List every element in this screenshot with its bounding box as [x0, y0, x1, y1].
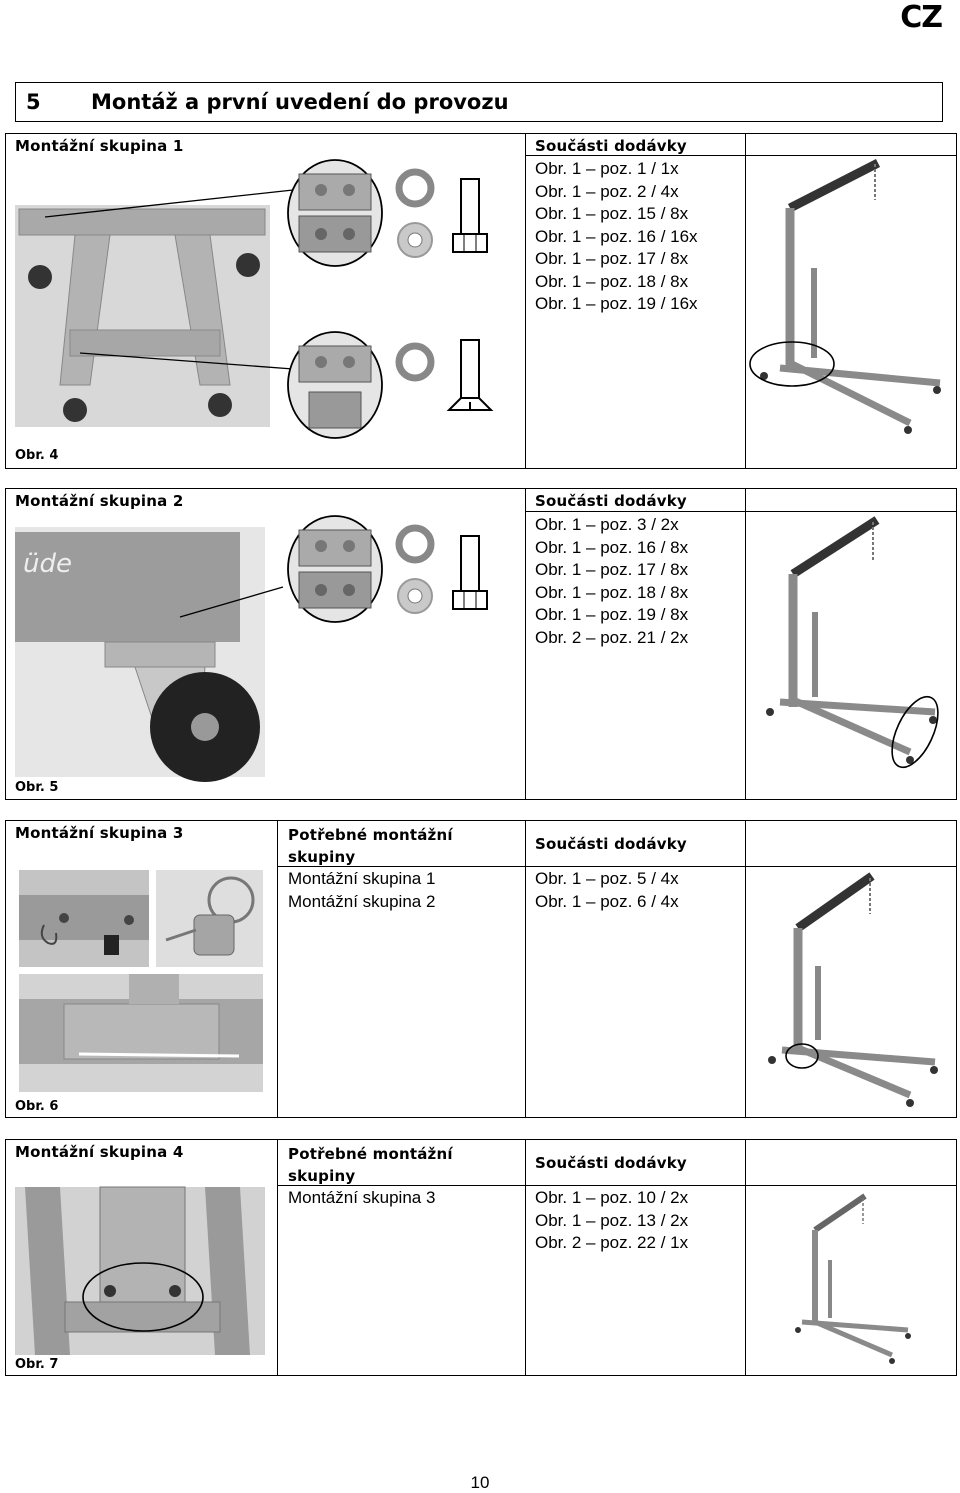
required-group-line: Montážní skupina 1: [288, 869, 436, 888]
part-line: Obr. 1 – poz. 2 / 4x: [535, 181, 679, 201]
pin-assembly-photo: [19, 870, 149, 967]
group3-bottom-border: [5, 1117, 957, 1118]
washer-icons: [395, 526, 440, 621]
section-title: Montáž a první uvedení do provozu: [91, 90, 509, 114]
part-line: Obr. 1 – poz. 13 / 2x: [535, 1210, 689, 1230]
figure-label-obr5: Obr. 5: [15, 780, 59, 795]
part-line: Obr. 1 – poz. 19 / 8x: [535, 605, 689, 624]
caster-wheel-photo: [15, 527, 265, 777]
hex-bolt-detail-circle: [285, 514, 385, 624]
group3-required-list: [288, 868, 435, 913]
group1-col-divider: [525, 133, 526, 468]
group2-left-border: [5, 488, 6, 799]
hex-bolt-icon: [450, 176, 490, 256]
group2-right-border: [956, 488, 957, 799]
part-line: Obr. 2 – poz. 21 / 2x: [535, 627, 689, 647]
part-line: Obr. 1 – poz. 1 / 1x: [535, 159, 679, 178]
hex-bolt-icon: [450, 533, 490, 613]
part-line: Obr. 1 – poz. 3 / 2x: [535, 515, 679, 534]
group4-col-divider: [277, 1139, 278, 1375]
photo-brand-text: üde: [23, 549, 72, 579]
part-line: Obr. 1 – poz. 17 / 8x: [535, 249, 689, 268]
group1-title: Montážní skupina 1: [15, 137, 184, 155]
group3-col-divider-3: [745, 820, 746, 1117]
figure-label-obr6: Obr. 6: [15, 1099, 59, 1114]
group1-bottom-border: [5, 468, 957, 469]
crane-illustration: [750, 158, 950, 438]
washer-icons: [395, 170, 440, 265]
group2-top-border: [5, 488, 957, 489]
section-number: 5: [26, 90, 41, 114]
group3-top-border: [5, 820, 957, 821]
group4-required-list: [288, 1187, 435, 1210]
group2-col-divider: [525, 488, 526, 799]
group3-parts-list: [535, 868, 679, 913]
mast-base-photo: [15, 1187, 265, 1355]
group4-parts-list: [535, 1187, 688, 1255]
hex-bolt-detail-circle: [285, 158, 385, 268]
group3-parts-header: Součásti dodávky: [535, 835, 687, 853]
crane-illustration: [790, 1190, 920, 1365]
group3-left-border: [5, 820, 6, 1117]
group1-header-divider: [525, 155, 957, 156]
group1-parts-list: [535, 158, 698, 316]
part-line: Obr. 1 – poz. 18 / 8x: [535, 582, 689, 602]
countersunk-bolt-detail-circle: [285, 330, 385, 440]
group3-required-header: Potřebné montážní skupiny: [288, 826, 453, 866]
group4-col-divider-2: [525, 1139, 526, 1375]
group4-left-border: [5, 1139, 6, 1375]
crane-illustration: [760, 870, 950, 1110]
group3-right-border: [956, 820, 957, 1117]
part-line: Obr. 1 – poz. 15 / 8x: [535, 204, 689, 223]
part-line: Obr. 1 – poz. 10 / 2x: [535, 1188, 689, 1207]
leg-insert-photo: [19, 974, 263, 1092]
group1-col-divider-2: [745, 133, 746, 468]
figure-label-obr7: Obr. 7: [15, 1357, 59, 1372]
group4-title: Montážní skupina 4: [15, 1143, 184, 1161]
part-line: Obr. 1 – poz. 18 / 8x: [535, 271, 689, 291]
group4-parts-header: Součásti dodávky: [535, 1154, 687, 1172]
group3-col-divider: [277, 820, 278, 1117]
group2-col-divider-2: [745, 488, 746, 799]
group1-top-border: [5, 133, 957, 134]
group4-bottom-border: [5, 1375, 957, 1376]
required-group-line: Montážní skupina 3: [288, 1188, 436, 1207]
group2-parts-list: [535, 514, 688, 649]
group1-right-border: [956, 133, 957, 468]
figure-label-obr4: Obr. 4: [15, 448, 59, 463]
page-number: 10: [470, 1473, 490, 1492]
part-line: Obr. 1 – poz. 16 / 16x: [535, 226, 698, 246]
group3-title: Montážní skupina 3: [15, 824, 184, 842]
group4-top-border: [5, 1139, 957, 1140]
group4-required-header: Potřebné montážní skupiny: [288, 1145, 453, 1185]
part-line: Obr. 1 – poz. 17 / 8x: [535, 560, 689, 579]
group2-parts-header: Součásti dodávky: [535, 492, 687, 510]
safety-pin-photo: [156, 870, 263, 967]
group4-col-divider-3: [745, 1139, 746, 1375]
group1-parts-header: Součásti dodávky: [535, 137, 687, 155]
required-group-line: Montážní skupina 2: [288, 891, 436, 911]
crane-illustration: [755, 512, 950, 774]
language-code: CZ: [900, 0, 942, 35]
washer-icon: [395, 342, 440, 387]
part-line: Obr. 1 – poz. 19 / 16x: [535, 294, 698, 313]
part-line: Obr. 1 – poz. 6 / 4x: [535, 891, 679, 911]
countersunk-bolt-icon: [445, 336, 495, 416]
part-line: Obr. 1 – poz. 16 / 8x: [535, 537, 689, 557]
group3-col-divider-2: [525, 820, 526, 1117]
group4-right-border: [956, 1139, 957, 1375]
group1-left-border: [5, 133, 6, 468]
section-header: [15, 82, 943, 122]
part-line: Obr. 2 – poz. 22 / 1x: [535, 1233, 689, 1252]
group2-title: Montážní skupina 2: [15, 492, 184, 510]
base-frame-photo: [15, 205, 270, 427]
group2-bottom-border: [5, 799, 957, 800]
part-line: Obr. 1 – poz. 5 / 4x: [535, 869, 679, 888]
